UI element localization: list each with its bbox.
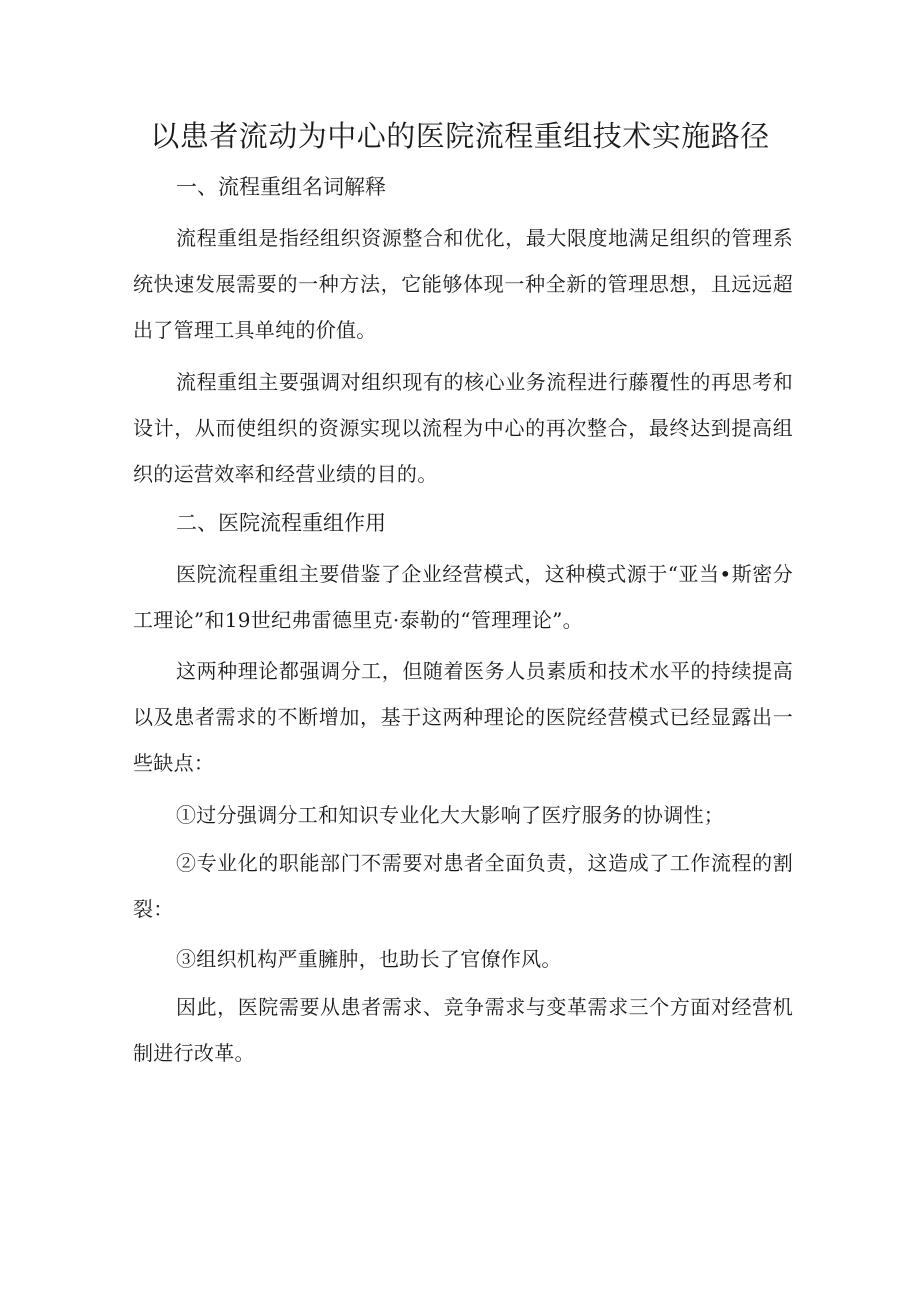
section-heading-role: 二、医院流程重组作用: [176, 511, 386, 535]
paragraph-emphasis-tail: ，从而使组织的资源实现以流程为中心的再次整合，最终达到提高组织的运营效率和经营业绩的目的。: [133, 416, 794, 486]
list-item-1: ①过分强调分工和知识专业化大大影响了医疗服务的协调性；: [176, 803, 725, 827]
section-heading-terms: 一、流程重组名词解释: [176, 175, 386, 199]
paragraph-emphasis-lead: 流程重组主要强调对: [176, 370, 362, 394]
paragraph-shortcomings: 这两种理论都强调分工，但随着医务人员素质和技术水平的持续提高以及患者需求的不断增加，基于这两种理论的医院经营模式已经显露出一些缺点：: [133, 659, 793, 775]
paragraph-emphasis: [133, 359, 793, 497]
paragraph-definition: 流程重组是指经组织资源整合和优化，最大限度地满足组织的管理系统快速发展需要的一种方法，它能够体现一种全新的管理思想，且远远超出了管理工具单纯的价值。: [133, 226, 793, 342]
list-item-2: ②专业化的职能部门不需要对患者全面负责，这造成了工作流程的割裂：: [133, 851, 793, 921]
paragraph-origin: 医院流程重组主要借鉴了企业经营模式，这种模式源于“亚当•斯密分工理论”和19世纪弗雷德里克·泰勒的“管理理论”。: [133, 562, 793, 632]
paragraph-emphasis-bold: 组织现有的核心业务流程进行藤覆性的再思考和设计: [133, 370, 793, 440]
list-item-3: ③组织机构严重臃肿，也助长了官僚作风。: [176, 947, 562, 971]
paragraph-conclusion: 因此，医院需要从患者需求、竞争需求与变革需求三个方面对经营机制进行改革。: [133, 995, 793, 1065]
document-title: 以患者流动为中心的医院流程重组技术实施路径: [150, 119, 770, 153]
